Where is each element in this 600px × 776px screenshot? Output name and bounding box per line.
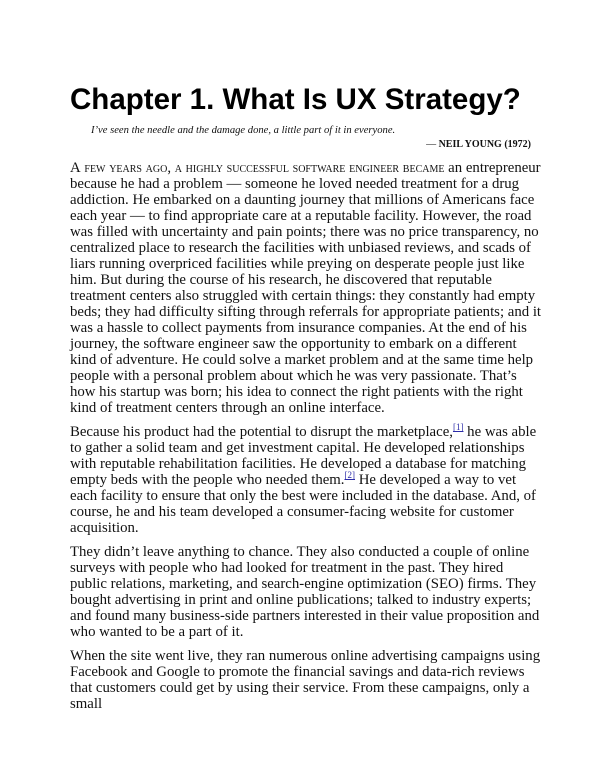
chapter-title: Chapter 1. What Is UX Strategy? — [70, 83, 521, 116]
paragraph-1 — [70, 160, 542, 416]
paragraph-1-first-letter: A — [70, 160, 81, 176]
footnote-link-1[interactable]: [1] — [452, 422, 464, 433]
paragraph-2 — [70, 424, 542, 536]
paragraph-3: They didn’t leave anything to chance. They also conducted a couple of online surveys with people who had looked for treatment in the past. They hired public relations, marketing, and search-engine optimization (SEO) firms. They bought advertising in print and online publications; talked to industry experts; and found many business-side partners interested in their value proposition and who wanted to be a part of it. — [70, 544, 540, 640]
paragraph-1-text: an entrepreneur because he had a problem — someone he loved needed treatment for a drug addiction. He embarked on a daunting journey that millions of Americans face each year — to find appropriate care at a reputable facility. However, the road was filled with uncertainty and pain points; there was no price transparency, no centralized place to research the facilities with unbiased reviews, and scads of liars running overpriced facilities while preying on desperate people just like him. But during the course of his research, he discovered that reputable treatment centers also struggled with certain things: they constantly had empty beds; they had difficulty sifting through referrals for appropriate patients; and it was a hassle to collect payments from insurance companies. At the end of his journey, the software engineer saw the opportunity to embark on a different kind of adventure. He could solve a market problem and at the same time help people with a personal problem about which he was very passionate. That’s how his startup was born; his idea to connect the right patients with the right kind of treatment centers through an online interface. — [70, 160, 542, 416]
epigraph-author: NEIL YOUNG (1972) — [438, 139, 531, 150]
paragraph-1-small-caps-lead: few years ago, a highly successful software engineer became — [80, 160, 445, 176]
epigraph-dash: — — [426, 139, 439, 150]
chapter-body — [70, 160, 542, 720]
paragraph-4: When the site went live, they ran numerous online advertising campaigns using Facebook and Google to promote the financial savings and data-rich reviews that customers could get by using their service. From these campaigns, only a small — [70, 648, 541, 712]
paragraph-2-text-b: he was able to gather a solid team and get investment capital. He developed relationships with reputable rehabilitation facilities. He developed a database for matching empty beds with the people who needed them. — [70, 424, 537, 488]
footnote-link-2[interactable]: [2] — [344, 470, 355, 481]
epigraph — [91, 124, 531, 151]
epigraph-quote: I’ve seen the needle and the damage done, a little part of it in everyone. — [91, 125, 396, 136]
epigraph-attribution — [91, 138, 531, 151]
paragraph-2-text-a: Because his product had the potential to disrupt the marketplace, — [70, 424, 453, 440]
paragraph-2-text-c: He developed a way to vet each facility to ensure that only the best were included in the database. And, of course, he and his team developed a consumer-facing website for customer acquisition. — [70, 472, 536, 536]
